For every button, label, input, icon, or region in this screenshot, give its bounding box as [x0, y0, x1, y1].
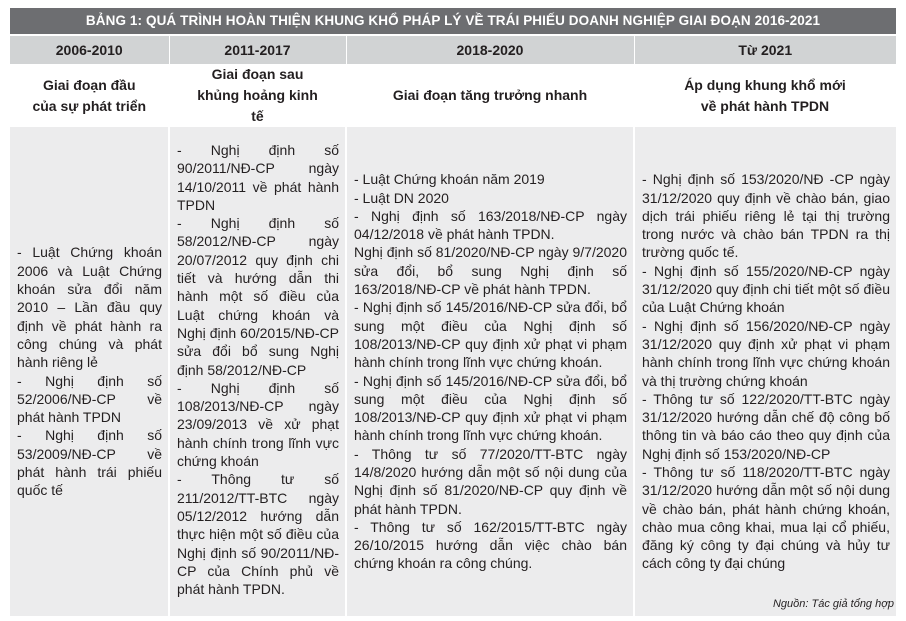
items-list — [10, 243, 168, 499]
legal-document-item: - Nghị định số 145/2016/NĐ-CP sửa đổi, bổ sung một điều của Nghị định số 108/2013/NĐ-CP quy định xử phạt vi phạm hành chính trong lĩnh vực chứng khoán. — [354, 299, 627, 371]
legal-framework-table — [10, 34, 897, 616]
legal-document-item: - Nghị định số 163/2018/NĐ-CP ngày 04/12/2018 về phát hành TPDN. — [354, 207, 627, 243]
stage-label — [634, 64, 896, 127]
legal-document-item: - Nghị định số 153/2020/NĐ -CP ngày 31/12/2020 quy định về chào bán, giao dịch trái phiếu riêng lẻ tại thị trường trong nước và chào bán TPDN ra thị trường quốc tế. — [642, 171, 890, 261]
stage-label — [169, 64, 346, 127]
legal-document-item: - Thông tư số 122/2020/TT-BTC ngày 31/12/2020 hướng dẫn chế độ công bố thông tin và báo cáo theo quy định của Nghị định số 153/2020/NĐ-CP — [642, 390, 890, 462]
content-row — [10, 127, 896, 616]
legal-document-item: - Thông tư số 77/2020/TT-BTC ngày 14/8/2020 hướng dẫn một số nội dung của Nghị định số 81/2020/NĐ-CP quy định về phát hành TPDN. — [354, 445, 627, 517]
source-note: Nguồn: Tác giả tổng hợp — [772, 598, 894, 610]
legal-document-item: - Nghị định số 52/2006/NĐ-CP về phát hành TPDN — [17, 372, 162, 426]
items-list — [347, 170, 633, 573]
content-cell — [346, 127, 634, 616]
legal-document-item: - Thông tư số 118/2020/TT-BTC ngày 31/12/2020 hướng dẫn một số nội dung về chào bán, phát hành chứng khoán, chào mua công khai, mua lại cổ phiếu, đăng ký công ty đại chúng và hủy tư cách công ty đại chúng — [642, 463, 890, 572]
content-cell — [10, 127, 169, 616]
items-list — [635, 170, 896, 573]
stage-text: Áp dụng khung khổ mới về phát hành TPDN — [684, 76, 846, 114]
legal-document-item: - Nghị định số 108/2013/NĐ-CP ngày 23/09/2013 về xử phạt hành chính trong lĩnh vực chứng khoán — [177, 379, 339, 470]
period-header: 2006-2010 — [10, 35, 169, 64]
period-header: 2018-2020 — [346, 35, 634, 64]
items-list — [170, 141, 345, 598]
period-header: Từ 2021 — [634, 35, 896, 64]
legal-document-item: - Nghị định số 156/2020/NĐ-CP ngày 31/12/2020 quy định xử phạt vi phạm hành chính trong lĩnh vực chứng khoán và thị trường chứng khoán — [642, 317, 890, 389]
table-container — [10, 8, 896, 616]
stage-label — [10, 64, 169, 127]
legal-document-item: - Luật DN 2020 — [354, 189, 449, 206]
content-cell — [169, 127, 346, 616]
legal-document-item: Nghị định số 81/2020/NĐ-CP ngày 9/7/2020 sửa đổi, bổ sung Nghị định số 163/2018/NĐ-CP về phát hành TPDN. — [354, 244, 627, 298]
period-header: 2011-2017 — [169, 35, 346, 64]
stage-text: Giai đoạn sau khủng hoảng kinh tế — [197, 66, 318, 124]
table-title: BẢNG 1: QUÁ TRÌNH HOÀN THIỆN KHUNG KHỔ PHÁP LÝ VỀ TRÁI PHIẾU DOANH NGHIỆP GIAI ĐOẠN 2016-2021 — [10, 8, 896, 34]
legal-document-item: - Nghị định số 155/2020/NĐ-CP ngày 31/12/2020 quy định chi tiết một số điều của Luật Chứng khoán — [642, 262, 890, 316]
period-header-row — [10, 35, 896, 64]
legal-document-item: - Nghị định số 58/2012/NĐ-CP ngày 20/07/2012 quy định chi tiết và hướng dẫn thi hành một số điều của Luật chứng khoán và Nghị định 60/2015/NĐ-CP sửa đổi bổ sung Nghị định 58/2012/NĐ-CP — [177, 215, 339, 378]
content-cell — [634, 127, 896, 616]
legal-document-item: - Luật Chứng khoán 2006 và Luật Chứng khoán sửa đổi năm 2010 – Lần đầu quy định về phát hành ra công chúng và phát hành riêng lẻ — [17, 244, 162, 371]
legal-document-item: - Nghị định số 53/2009/NĐ-CP về phát hành trái phiếu quốc tế — [17, 427, 162, 499]
legal-document-item: - Thông tư số 211/2012/TT-BTC ngày 05/12/2012 hướng dẫn thực hiện một số điều của Nghị định số 90/2011/NĐ-CP của Chính phủ về phát hành TPDN. — [177, 471, 339, 598]
legal-document-item: - Luật Chứng khoán năm 2019 — [354, 171, 545, 188]
stage-label — [346, 64, 634, 127]
legal-document-item: - Nghị định số 145/2016/NĐ-CP sửa đổi, bổ sung một điều của Nghị định số 108/2013/NĐ-CP quy định xử phạt vi phạm hành chính trong lĩnh vực chứng khoán. — [354, 372, 627, 444]
legal-document-item: - Thông tư số 162/2015/TT-BTC ngày 26/10/2015 hướng dẫn việc chào bán chứng khoán ra công chúng. — [354, 518, 627, 572]
legal-document-item: - Nghị định số 90/2011/NĐ-CP ngày 14/10/2011 về phát hành TPDN — [177, 142, 339, 213]
stage-row — [10, 64, 896, 127]
stage-text: Giai đoạn tăng trưởng nhanh — [392, 87, 588, 103]
stage-text: Giai đoạn đầu của sự phát triển — [32, 76, 147, 114]
